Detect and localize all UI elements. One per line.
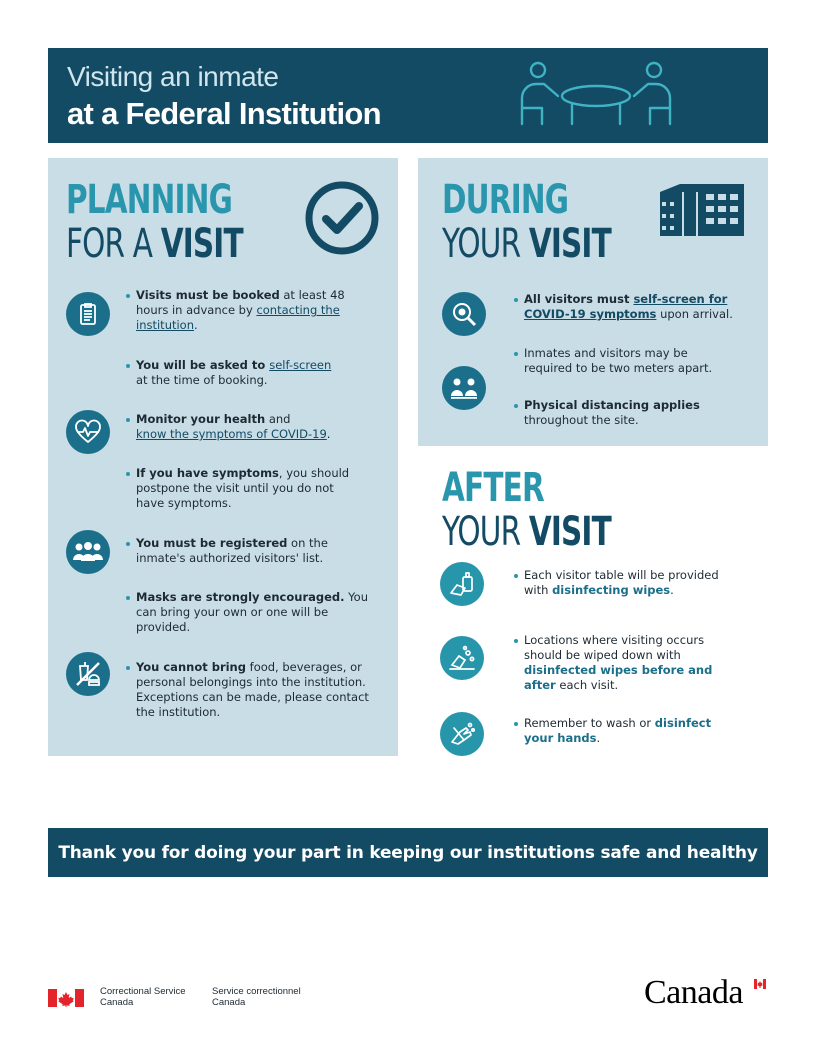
self-screen-covid-link[interactable]: self-screen for COVID-19 symptoms [524,292,728,321]
after-title-line1: AFTER [442,465,544,511]
planning-item-5: You must be registered on the inmate's authorized visitors' list. [136,536,361,566]
after-title-line2: YOUR VISIT [442,509,611,555]
canada-wordmark: Canada [644,974,743,1011]
planning-item-6: Masks are strongly encouraged. You can bring your own or one will be provided. [136,590,371,635]
self-screen-link[interactable]: self-screen [269,358,332,372]
during-item-2: Inmates and visitors may be required to be two meters apart. [524,346,734,376]
registered-visitors-icon [66,530,110,574]
canada-flag-icon [48,989,84,1007]
planning-item-1: Visits must be booked at least 48 hours in advance by contacting the institution. [136,288,366,333]
after-item-1: Each visitor table will be provided with disinfecting wipes. [524,568,744,598]
planning-panel [48,158,398,756]
government-signature [48,986,348,1010]
planning-item-7: You cannot bring food, beverages, or personal belongings into the institution. Exceptions can be made, please contact the institution. [136,660,371,720]
planning-item-3: Monitor your health and know the symptoms of COVID-19. [136,412,366,442]
contacting-institution-link[interactable]: contacting the institution [136,303,340,332]
disinfecting-wipes-icon [440,562,484,606]
header-title-line2: at a Federal Institution [67,96,381,131]
wordmark-flag-icon [754,979,766,989]
header-title-line1: Visiting an inmate [67,61,279,92]
planning-title-line1: PLANNING [66,177,232,223]
during-panel [418,158,768,446]
thank-you-message: Thank you for doing your part in keeping our institutions safe and healthy [58,842,758,863]
after-item-2: Locations where visiting occurs should be wiped down with disinfected wipes before and after each visit. [524,633,734,693]
during-title-line2: YOUR VISIT [442,221,611,267]
during-title-line1: DURING [442,177,569,223]
planning-title [66,177,282,267]
visiting-table-icon [516,58,676,134]
building-icon [656,182,748,238]
planning-title-line2: FOR A VISIT [66,221,243,267]
virus-search-icon [442,292,486,336]
dept-name-french: Service correctionnel Canada [212,986,301,1008]
planning-item-2: You will be asked to self-screen at the time of booking. [136,358,366,388]
heart-monitor-icon [66,410,110,454]
no-food-icon [66,652,110,696]
header-banner [48,48,768,143]
dept-name-english: Correctional Service Canada [100,986,186,1008]
wiping-surface-icon [440,636,484,680]
clipboard-icon [66,292,110,336]
after-item-3: Remember to wash or disinfect your hands. [524,716,734,746]
during-title [442,177,648,267]
hand-washing-icon [440,712,484,756]
distancing-icon [442,366,486,410]
after-title [442,465,648,555]
during-item-1: All visitors must self-screen for COVID-19 symptoms upon arrival. [524,292,744,322]
checkmark-circle-icon [302,178,382,258]
covid-symptoms-link[interactable]: know the symptoms of COVID-19 [136,427,327,441]
thank-you-banner [48,828,768,877]
during-item-3: Physical distancing applies throughout the site. [524,398,734,428]
planning-item-4: If you have symptoms, you should postpone the visit until you do not have symptoms. [136,466,361,511]
